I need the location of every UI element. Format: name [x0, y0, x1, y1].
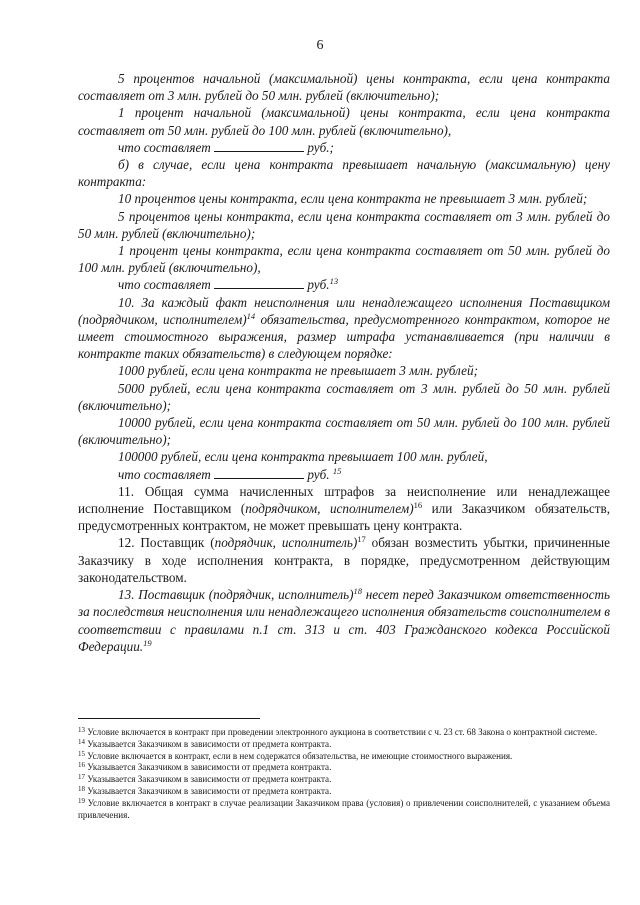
text-run: 12. Поставщик (: [118, 535, 215, 551]
text-run: 5 процентов начальной (максимальной) цены контракта, если цена контракта составляет от 3 млн. рублей до 50 млн. рублей (включительно);: [78, 71, 610, 104]
footnote-text: Условие включается в контракт при проведении электронного аукциона в соответствии с ч. 23 ст. 68 Закона о контрактной системе.: [85, 727, 598, 737]
footnote-number: 18: [78, 784, 85, 793]
text-run: 10000 рублей, если цена контракта составляет от 50 млн. рублей до 100 млн. рублей (включительно);: [78, 415, 610, 448]
text-run: 10 процентов цены контракта, если цена контракта не превышает 3 млн. рублей;: [118, 191, 588, 207]
footnote-number: 14: [78, 737, 85, 746]
footnote-ref: 15: [332, 465, 342, 476]
paragraph: [78, 534, 610, 586]
paragraph: [78, 414, 610, 448]
footnote-ref: 14: [246, 310, 256, 321]
footnote: [78, 727, 610, 739]
paragraph: [78, 242, 610, 276]
text-run: 10. За каждый факт неисполнения или ненадлежащего исполнения Поставщиком (подрядчиком, исполнителем): [78, 294, 610, 327]
paragraph: [78, 483, 610, 535]
text-run: 11. Общая сумма начисленных штрафов за неисполнение или ненадлежащее исполнение Поставщиком (: [78, 483, 610, 517]
paragraph: [78, 190, 610, 207]
footnote: [78, 739, 610, 751]
text-run: 1000 рублей, если цена контракта не превышает 3 млн. рублей;: [118, 363, 478, 379]
footnote-text: Указывается Заказчиком в зависимости от предмета контракта.: [85, 738, 332, 749]
footnote: [78, 762, 610, 774]
paragraph: [78, 276, 610, 293]
text-run: несет перед Заказчиком ответственность за последствия неисполнения или ненадлежащего исполнения обязательств соисполнителем в соответствии с правилами п.1 ст. 313 и ст. 403 Гражданского кодекса Российской Федерации.: [78, 587, 610, 654]
paragraph: [78, 586, 610, 655]
text-run: 5000 рублей, если цена контракта составляет от 3 млн. рублей до 50 млн. рублей (включительно);: [78, 380, 610, 413]
text-run: 5 процентов цены контракта, если цена контракта составляет от 3 млн. рублей до 50 млн. рублей (включительно);: [78, 208, 610, 241]
paragraph: [78, 208, 610, 242]
footnote-number: 13: [78, 726, 85, 734]
footnote-text: Указывается Заказчиком в зависимости от предмета контракта.: [85, 762, 332, 773]
footnote: [78, 786, 610, 798]
text-run: 1 процент цены контракта, если цена контракта составляет от 50 млн. рублей до 100 млн. рублей (включительно),: [78, 243, 610, 276]
text-run: подрядчик, исполнитель): [214, 535, 358, 551]
blank-fill-line: [214, 277, 304, 289]
text-run: 100000 рублей, если цена контракта превышает 100 млн. рублей,: [118, 449, 488, 465]
footnote-number: 15: [78, 749, 85, 758]
text-run: что составляет: [118, 139, 215, 155]
text-run: обязан возместить убытки, причиненные Заказчику в ходе исполнения контракта, в порядке, предусмотренном действующим законодательством.: [78, 535, 610, 585]
paragraph: [78, 448, 610, 465]
blank-fill-line: [214, 467, 304, 479]
text-run: руб.;: [304, 139, 334, 155]
text-run: обязательства, предусмотренного контрактом, которое не имеет стоимостного выражения, размер штрафа устанавливается (при наличии в контракте таких обязательств) в следующем порядке:: [78, 311, 610, 362]
footnotes: [78, 727, 610, 821]
text-run: 1 процент начальной (максимальной) цены контракта, если цена контракта составляет от 50 млн. рублей до 100 млн. рублей (включительно),: [78, 105, 610, 138]
paragraph: [78, 70, 610, 104]
blank-fill-line: [214, 140, 304, 152]
footnote-text: Указывается Заказчиком в зависимости от предмета контракта.: [85, 774, 332, 785]
paragraph: [78, 139, 610, 156]
footnote-number: 17: [78, 773, 85, 782]
footnote-text: Указывается Заказчиком в зависимости от предмета контракта.: [85, 785, 332, 796]
footnote-number: 19: [78, 796, 85, 805]
paragraph: [78, 156, 610, 190]
paragraph: [78, 294, 610, 363]
paragraph: [78, 380, 610, 414]
footnote: [78, 751, 610, 763]
text-run: руб.: [304, 277, 330, 293]
footnote-text: Условие включается в контракт, если в нем содержатся обязательства, не имеющие стоимостного выражения.: [85, 750, 513, 761]
text-run: руб.: [304, 466, 333, 482]
footnote-ref: 17: [357, 534, 366, 545]
footnote: [78, 774, 610, 786]
footnote-ref: 19: [143, 637, 152, 648]
document-body: [78, 70, 610, 655]
page-number: 6: [316, 38, 324, 53]
footnote-separator: [78, 718, 260, 719]
text-run: 13. Поставщик (подрядчик, исполнитель): [118, 587, 354, 603]
footnote-ref: 13: [329, 276, 339, 287]
paragraph: [78, 362, 610, 379]
footnote-ref: 18: [353, 586, 362, 597]
paragraph: [78, 466, 610, 483]
paragraph: [78, 104, 610, 138]
footnote-number: 16: [78, 761, 85, 770]
footnote-text: Условие включается в контракт в случае реализации Заказчиком права (условия) о привлечении соисполнителей, с указанием объема привлечения.: [78, 797, 610, 820]
footnote: [78, 798, 610, 822]
footnote-ref: 16: [413, 500, 423, 511]
text-run: что составляет: [118, 277, 215, 293]
text-run: что составляет: [118, 466, 215, 482]
text-run: подрядчиком, исполнителем): [245, 501, 414, 517]
text-run: или Заказчиком обязательств, предусмотренных контрактом, не может превышать цену контракта.: [78, 501, 610, 534]
text-run: б) в случае, если цена контракта превышает начальную (максимальную) цену контракта:: [78, 157, 610, 190]
